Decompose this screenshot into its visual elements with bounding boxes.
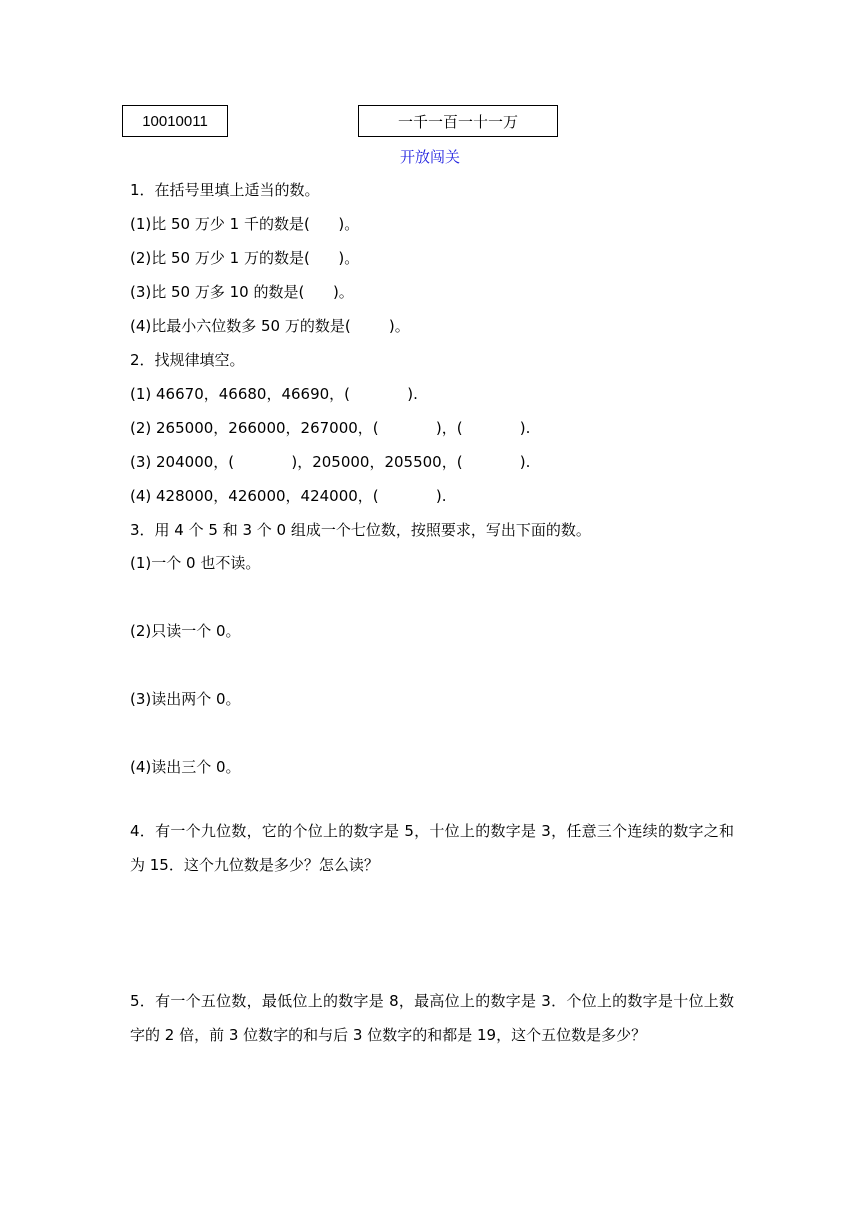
q2-item-3: (3) 204000，( )，205000，205500，( ). — [130, 453, 531, 471]
q3-item-4: (4)读出三个 0。 — [130, 758, 241, 776]
q2-item-4: (4) 428000，426000，424000，( ). — [130, 487, 447, 505]
q2-item-1: (1) 46670，46680，46690，( ). — [130, 385, 418, 403]
q4-text: 4．有一个九位数，它的个位上的数字是 5，十位上的数字是 3，任意三个连续的数字之和为 15．这个九位数是多少？怎么读？ — [130, 822, 734, 874]
q1-title: 1．在括号里填上适当的数。 — [130, 181, 320, 199]
q1-item-1: (1)比 50 万少 1 千的数是( )。 — [130, 215, 360, 233]
q5-text: 5．有一个五位数，最低位上的数字是 8，最高位上的数字是 3．个位上的数字是十位上数字的 2 倍，前 3 位数字的和与后 3 位数字的和都是 19，这个五位数是多少？ — [130, 992, 734, 1044]
q3-item-3: (3)读出两个 0。 — [130, 690, 241, 708]
q3-item-2: (2)只读一个 0。 — [130, 622, 241, 640]
q3-item-1: (1)一个 0 也不读。 — [130, 554, 261, 572]
q3-title: 3．用 4 个 5 和 3 个 0 组成一个七位数，按照要求，写出下面的数。 — [130, 521, 591, 539]
section-title: 开放闯关 — [399, 148, 460, 166]
answer-box-number-text: 10010011 — [142, 112, 208, 130]
answer-box-chinese — [358, 105, 558, 137]
q2-title: 2．找规律填空。 — [130, 351, 245, 369]
answer-box-number — [122, 105, 228, 137]
q2-item-2: (2) 265000，266000，267000，( )，( ). — [130, 419, 531, 437]
q1-item-3: (3)比 50 万多 10 的数是( )。 — [130, 283, 354, 301]
q1-item-4: (4)比最小六位数多 50 万的数是( )。 — [130, 317, 410, 335]
answer-box-chinese-text: 一千一百一十一万 — [397, 112, 518, 131]
q1-item-2: (2)比 50 万少 1 万的数是( )。 — [130, 249, 360, 267]
